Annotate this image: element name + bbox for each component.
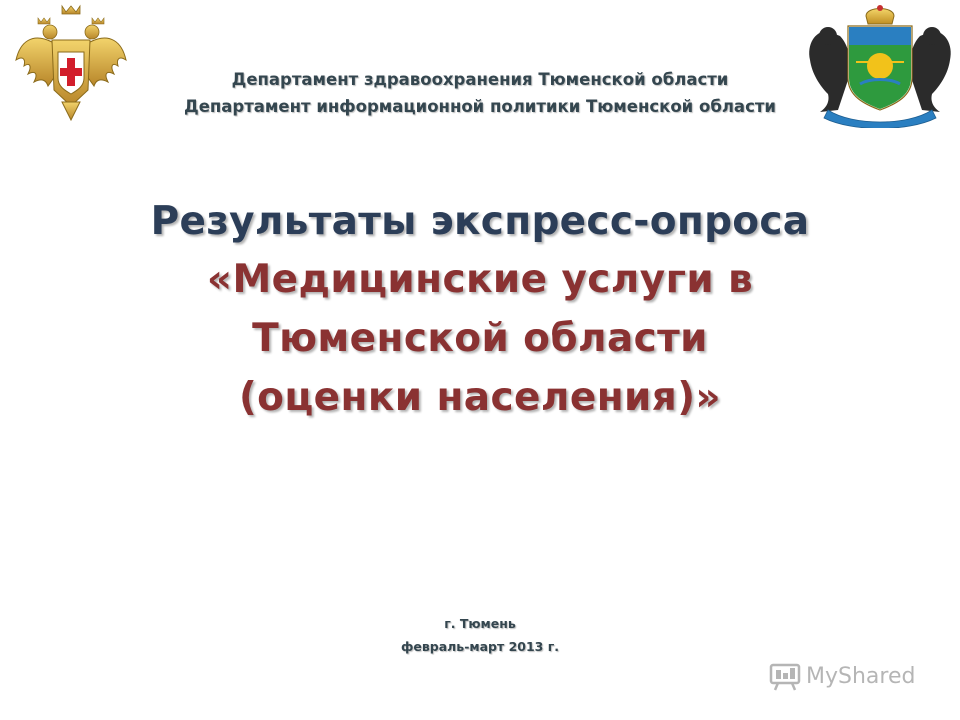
title-line-4: (оценки населения)» [238, 375, 722, 420]
dept-info-label: Департамент информационной политики Тюменской области [184, 97, 776, 116]
watermark-text: MyShared [806, 663, 916, 689]
watermark [768, 656, 928, 696]
city-label: г. Тюмень [444, 616, 516, 631]
title-line-1: Результаты экспресс-опроса [150, 199, 810, 244]
title-line-3: Тюменской области [252, 316, 708, 361]
title-line-2: «Медицинские услуги в [206, 257, 754, 302]
presentation-board-icon [768, 661, 802, 691]
place-date [0, 612, 960, 658]
tyumen-coat-of-arms-icon [800, 2, 960, 128]
period-label: февраль-март 2013 г. [400, 639, 560, 654]
title-block [0, 194, 960, 427]
dept-health-label: Департамент здравоохранения Тюменской области [231, 70, 729, 89]
